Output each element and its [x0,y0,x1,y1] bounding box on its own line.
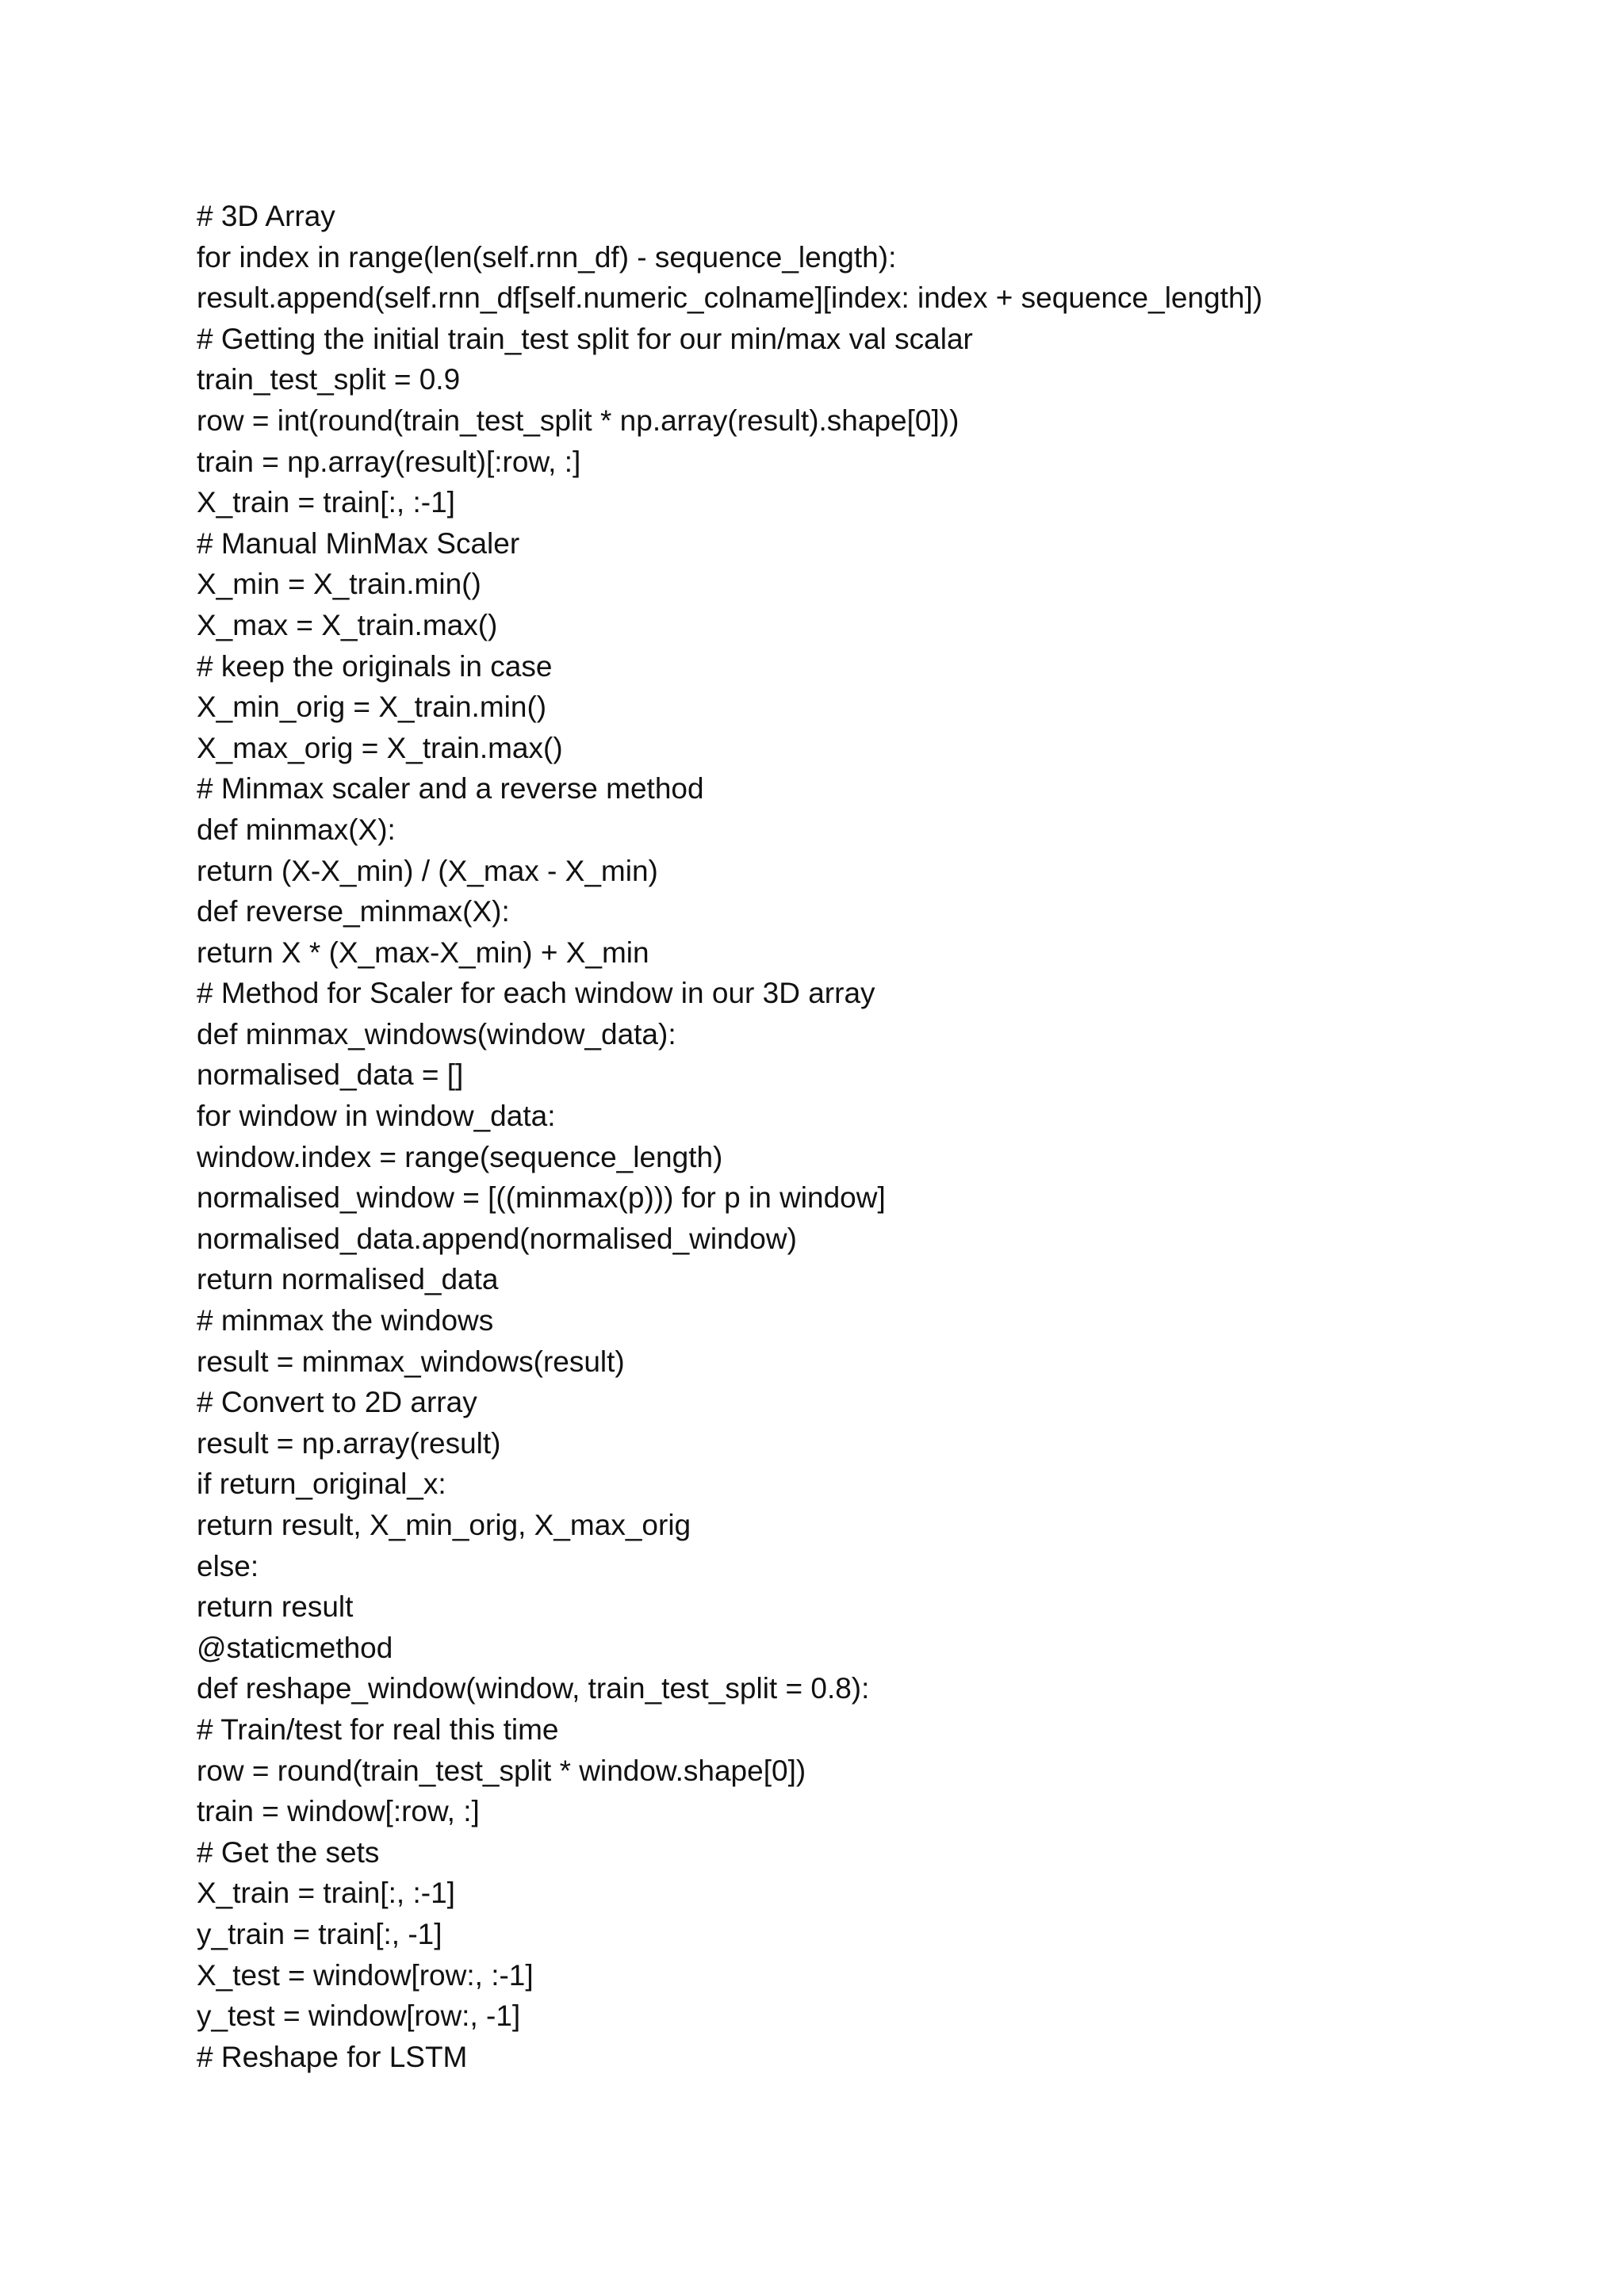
text-line: normalised_data.append(normalised_window) [197,1222,797,1255]
text-line: # Convert to 2D array [197,1386,477,1419]
text-line: X_max_orig = X_train.max() [197,731,563,764]
text-line: def reverse_minmax(X): [197,895,510,928]
text-line: X_min_orig = X_train.min() [197,691,547,724]
text-line: normalised_window = [((minmax(p))) for p in window] [197,1181,886,1215]
text-line: # Minmax scaler and a reverse method [197,772,704,806]
text-line: X_train = train[:, :-1] [197,486,455,519]
text-line: # Getting the initial train_test split for our min/max val scalar [197,322,973,355]
text-line: def reshape_window(window, train_test_split = 0.8): [197,1672,870,1705]
text-line: # Train/test for real this time [197,1712,559,1746]
code-text-block [197,196,1545,2077]
text-line: normalised_data = [] [197,1058,464,1092]
text-line: X_min = X_train.min() [197,568,481,601]
text-line: # 3D Array [197,200,335,232]
text-line: return result, X_min_orig, X_max_orig [197,1509,691,1541]
text-line: def minmax_windows(window_data): [197,1017,676,1050]
text-line: return (X-X_min) / (X_max - X_min) [197,854,658,887]
text-line: else: [197,1549,259,1582]
text-line: for index in range(len(self.rnn_df) - sequence_length): [197,240,897,274]
text-line: train = np.array(result)[:row, :] [197,445,581,478]
text-line: y_test = window[row:, -1] [197,1999,521,2033]
text-line: return result [197,1590,354,1624]
text-line: row = int(round(train_test_split * np.array(result).shape[0])) [197,404,959,437]
text-line: result.append(self.rnn_df[self.numeric_colname][index: index + sequence_length]) [197,281,1263,315]
text-line: def minmax(X): [197,813,396,846]
text-line: result = np.array(result) [197,1426,501,1460]
text-line: @staticmethod [197,1631,393,1664]
text-line: result = minmax_windows(result) [197,1345,625,1378]
text-line: if return_original_x: [197,1468,446,1501]
text-line: X_max = X_train.max() [197,608,498,641]
text-line: train_test_split = 0.9 [197,363,461,396]
text-line: X_test = window[row:, :-1] [197,1958,534,1992]
text-line: # Get the sets [197,1835,380,1869]
text-line: window.index = range(sequence_length) [197,1140,723,1173]
text-line: return X * (X_max-X_min) + X_min [197,936,649,969]
text-line: y_train = train[:, -1] [197,1917,442,1950]
text-line: # Method for Scaler for each window in our 3D array [197,977,875,1010]
text-line: # Manual MinMax Scaler [197,526,520,560]
text-line: train = window[:row, :] [197,1795,480,1828]
text-line: for window in window_data: [197,1100,556,1133]
text-line: # minmax the windows [197,1304,494,1337]
text-line: row = round(train_test_split * window.shape[0]) [197,1754,806,1787]
text-line: return normalised_data [197,1263,499,1296]
text-line: X_train = train[:, :-1] [197,1877,455,1910]
text-line: # Reshape for LSTM [197,2040,468,2073]
text-line: # keep the originals in case [197,649,553,683]
